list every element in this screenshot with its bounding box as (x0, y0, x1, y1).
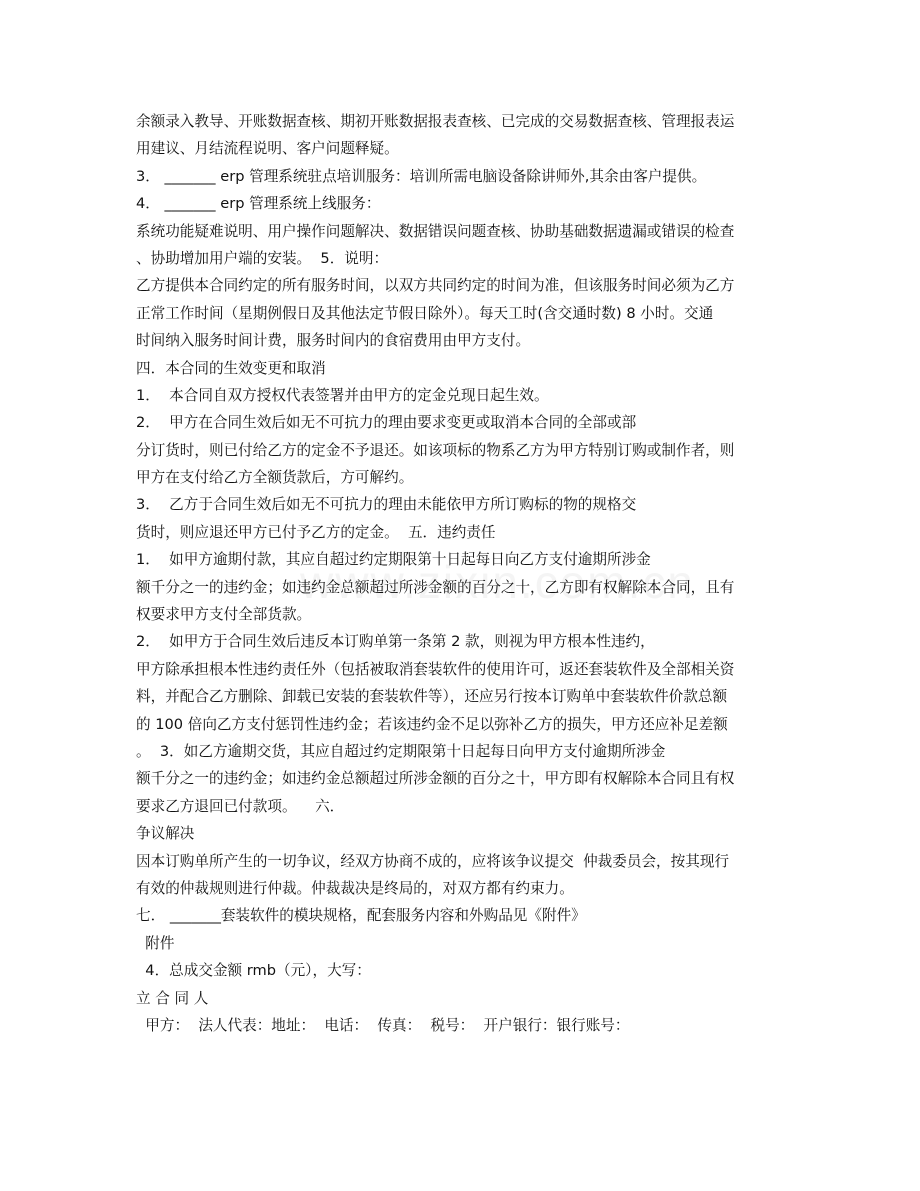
party-a-fields: 甲方： 法人代表：地址： 电话： 传真： 税号： 开户银行：银行账号： (136, 1016, 630, 1034)
text-line: 正常工作时间（星期例假日及其他法定节假日除外）。每天工时(含交通时数) 8 小时。交通 (136, 304, 714, 322)
text-line: 1． 如甲方逾期付款，其应自超过约定期限第十日起每日向乙方支付逾期所涉金 (136, 551, 651, 569)
text-line: 要求乙方退回已付款项。 六． (136, 797, 345, 815)
text-line: 用建议、月结流程说明、客户问题释疑。 (136, 140, 399, 158)
text-line: 系统功能疑难说明、用户操作问题解决、数据错误问题查核、协助基础数据遗漏或错误的检查 (136, 222, 735, 240)
section-heading: 四．本合同的生效变更和取消 (136, 359, 326, 377)
text-line: 3． _______ erp 管理系统驻点培训服务：培训所需电脑设备除讲师外,其余由客户提供。 (136, 167, 707, 185)
text-line: 4． _______ erp 管理系统上线服务： (136, 195, 381, 213)
text-line: 余额录入教导、开账数据查核、期初开账数据报表查核、已完成的交易数据查核、管理报表运 (136, 113, 735, 130)
text-line: 额千分之一的违约金；如违约金总额超过所涉金额的百分之十，乙方即有权解除本合同，且有 (136, 578, 735, 596)
text-line: 货时，则应退还甲方已付予乙方的定金。 五．违约责任 (136, 523, 496, 541)
document-body (136, 108, 786, 1039)
text-line: 2． 如甲方于合同生效后违反本订购单第一条第 2 款，则视为甲方根本性违约， (136, 633, 655, 651)
text-line: 。 3．如乙方逾期交货，其应自超过约定期限第十日起每日向甲方支付逾期所涉金 (136, 742, 666, 760)
text-line: 有效的仲裁规则进行仲裁。仲裁裁决是终局的，对双方都有约束力。 (136, 879, 574, 897)
text-line: 、协助增加用户端的安装。 5．说明： (136, 249, 389, 267)
text-line: 七． _______套装软件的模块规格，配套服务内容和外购品见《附件》 (136, 907, 586, 925)
text-line: 分订货时，则已付给乙方的定金不予退还。如该项标的物系乙方为甲方特别订购或制作者，则 (136, 441, 735, 459)
text-line: 4．总成交金额 rmb（元），大写： (136, 962, 371, 980)
text-line: 因本订购单所产生的一切争议，经双方协商不成的，应将该争议提交 仲裁委员会，按其现行 (136, 852, 730, 870)
text-line: 甲方在支付给乙方全额货款后，方可解约。 (136, 469, 414, 487)
text-line: 3． 乙方于合同生效后如无不可抗力的理由未能依甲方所订购标的物的规格交 (136, 496, 637, 514)
text-line: 乙方提供本合同约定的所有服务时间，以双方共同约定的时间为准，但该服务时间必须为乙方 (136, 277, 735, 295)
text-line: 时间纳入服务时间计费，服务时间内的食宿费用由甲方支付。 (136, 332, 531, 350)
section-heading: 争议解决 (136, 825, 195, 843)
text-line: 的 100 倍向乙方支付惩罚性违约金；若该违约金不足以弥补乙方的损失，甲方还应补足差额 (136, 715, 728, 733)
signatories-heading: 立 合 同 人 (136, 989, 209, 1007)
text-line: 料，并配合乙方删除、卸载已安装的套装软件等），还应另行按本订购单中套装软件价款总额 (136, 688, 728, 706)
text-line: 2． 甲方在合同生效后如无不可抗力的理由要求变更或取消本合同的全部或部 (136, 414, 637, 432)
text-line: 额千分之一的违约金；如违约金总额超过所涉金额的百分之十，甲方即有权解除本合同且有权 (136, 770, 735, 788)
text-line: 甲方除承担根本性违约责任外（包括被取消套装软件的使用许可，返还套装软件及全部相关资 (136, 660, 735, 678)
text-line: 附件 (136, 934, 175, 952)
text-line: 1． 本合同自双方授权代表签署并由甲方的定金兑现日起生效。 (136, 386, 549, 404)
text-line: 权要求甲方支付全部货款。 (136, 606, 312, 624)
